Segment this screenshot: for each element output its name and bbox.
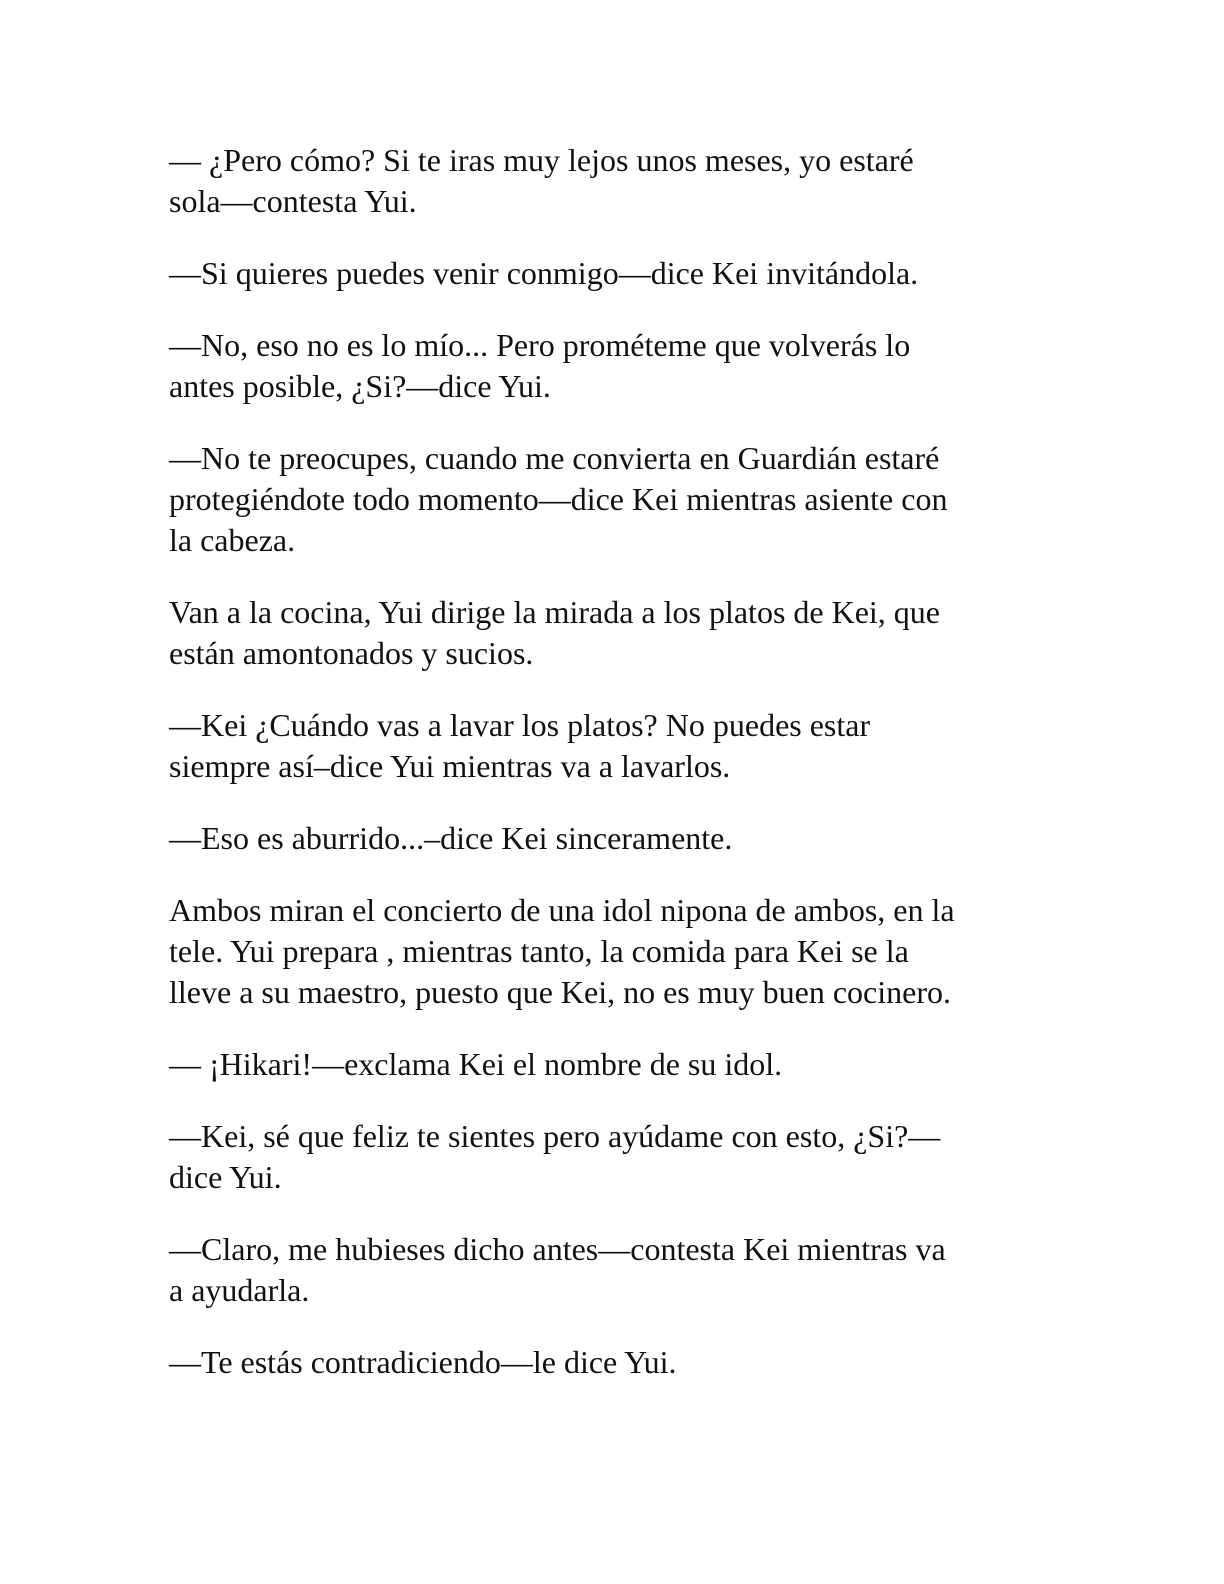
paragraph-1: — ¿Pero cómo? Si te iras muy lejos unos meses, yo estaré sola—contesta Yui. [169, 142, 914, 219]
paragraph-11: —Claro, me hubieses dicho antes—contesta Kei mientras va a ayudarla. [169, 1231, 946, 1308]
text-column [169, 140, 1069, 1414]
paragraph-12: —Te estás contradiciendo—le dice Yui. [169, 1344, 677, 1380]
paragraph-3: —No, eso no es lo mío... Pero prométeme que volverás lo antes posible, ¿Si?—dice Yui. [169, 327, 911, 404]
paragraph-2: —Si quieres puedes venir conmigo—dice Kei invitándola. [169, 255, 919, 291]
paragraph-7: —Eso es aburrido...–dice Kei sinceramente. [169, 820, 733, 856]
paragraph-9: — ¡Hikari!—exclama Kei el nombre de su idol. [169, 1046, 783, 1082]
paragraph-8: Ambos miran el concierto de una idol nipona de ambos, en la tele. Yui prepara , mientras tanto, la comida para Kei se la lleve a su maestro, puesto que Kei, no es muy buen cocinero. [169, 892, 955, 1010]
paragraph-5: Van a la cocina, Yui dirige la mirada a los platos de Kei, que están amontonados y sucios. [169, 594, 940, 671]
paragraph-10: —Kei, sé que feliz te sientes pero ayúdame con esto, ¿Si?— dice Yui. [169, 1118, 941, 1195]
paragraph-4: —No te preocupes, cuando me convierta en Guardián estaré protegiéndote todo momento—dice Kei mientras asiente con la cabeza. [169, 440, 948, 558]
paragraph-6: —Kei ¿Cuándo vas a lavar los platos? No puedes estar siempre así–dice Yui mientras va a lavarlos. [169, 707, 871, 784]
